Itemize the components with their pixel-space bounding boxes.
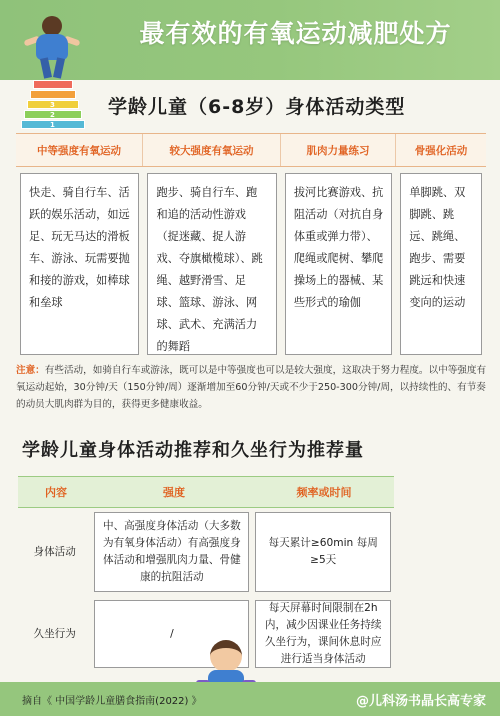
- source-citation: 摘自《 中国学龄儿童膳食指南(2022) 》: [22, 696, 202, 707]
- hopscotch-square: [33, 80, 73, 89]
- cell-frequency: 每天累计≥60min 每周≥5天: [255, 512, 391, 592]
- hopscotch-square: [27, 100, 79, 109]
- recommendations-table-header: [18, 476, 394, 508]
- column-header-bone-strengthening: 骨强化活动: [414, 144, 468, 157]
- section-title-recommendations: 学龄儿童身体活动推荐和久坐行为推荐量: [22, 440, 364, 461]
- column-header-muscle-strength: 肌肉力量练习: [281, 134, 396, 166]
- note-label: 注意：: [16, 365, 45, 376]
- footer-bar: [0, 682, 500, 716]
- kid-head: [42, 16, 62, 36]
- note-paragraph: [16, 362, 488, 413]
- column-header-frequency: 频率或时间: [296, 486, 352, 499]
- cell-intensity: /: [94, 600, 249, 668]
- column-header-vigorous-aerobic: 较大强度有氧运动: [143, 134, 281, 166]
- column-header-moderate-aerobic: 中等强度有氧运动: [16, 134, 143, 166]
- kid-body: [36, 34, 68, 60]
- kid-head: [210, 640, 242, 672]
- cell-muscle-strength: 拔河比赛游戏、抗阻活动（对抗自身体重或弹力带）、爬绳或爬树、攀爬操场上的器械、某些形式的瑜伽: [285, 173, 393, 355]
- row-label-sedentary: 久坐行为: [33, 627, 76, 640]
- cell-bone-strengthening: 单脚跳、双脚跳、跳远、跳绳、跑步、需要跳远和快速变向的运动: [400, 173, 482, 355]
- hopscotch-square: [21, 120, 85, 129]
- section-title-activity-types: 学龄儿童（6-8岁）身体活动类型: [108, 96, 406, 118]
- activity-types-table-header: [16, 133, 486, 167]
- kid-leg: [40, 57, 52, 78]
- watermark: @儿科汤书晶长高专家: [355, 694, 486, 709]
- row-label-physical-activity: 身体活动: [33, 545, 76, 558]
- cell-moderate-aerobic: 快走、骑自行车、活跃的娱乐活动，如远足、玩无马达的滑板车、游泳、玩需要抛和接的游戏，如棒球和垒球: [20, 173, 139, 355]
- cell-vigorous-aerobic: 跑步、骑自行车、跑和追的活动性游戏（捉迷藏、捉人游戏、夺旗橄榄球）、跳绳、越野滑雪、足球、篮球、游泳、网球、武术、充满活力的舞蹈: [147, 173, 276, 355]
- cell-intensity: 中、高强度身体活动（大多数为有氧身体活动）有高强度身体活动和增强肌肉力量、骨健康的抗阻活动: [94, 512, 249, 592]
- hopscotch-square: [24, 110, 82, 119]
- hopscotch-number: 2: [50, 111, 55, 119]
- cell-frequency: 每天屏幕时间限制在2h内，减少因课业任务持续久坐行为，课间休息时应进行适当身体活动: [255, 600, 391, 668]
- kid-leg: [53, 57, 65, 78]
- activity-types-table-body: [16, 170, 486, 356]
- table-row: [18, 508, 394, 596]
- page-title: 最有效的有氧运动减肥处方: [139, 19, 452, 48]
- hopscotch-square: [30, 90, 76, 99]
- note-text: 有些活动，如骑自行车或游泳，既可以是中等强度也可以是较大强度，这取决于努力程度。以中等强度有氧运动起始，30分钟/天（150分钟/周）逐渐增加至60分钟/天或不少于250-300分钟/周，以持续性的、有节奏的动员大肌肉群为目的，获得更多健康收益。: [16, 365, 487, 410]
- hopscotch-illustration: [6, 8, 98, 128]
- column-header-intensity: 强度: [163, 486, 185, 499]
- hopscotch-number: 3: [50, 101, 55, 109]
- hopscotch-number: 1: [50, 121, 55, 129]
- column-header-content: 内容: [45, 486, 67, 499]
